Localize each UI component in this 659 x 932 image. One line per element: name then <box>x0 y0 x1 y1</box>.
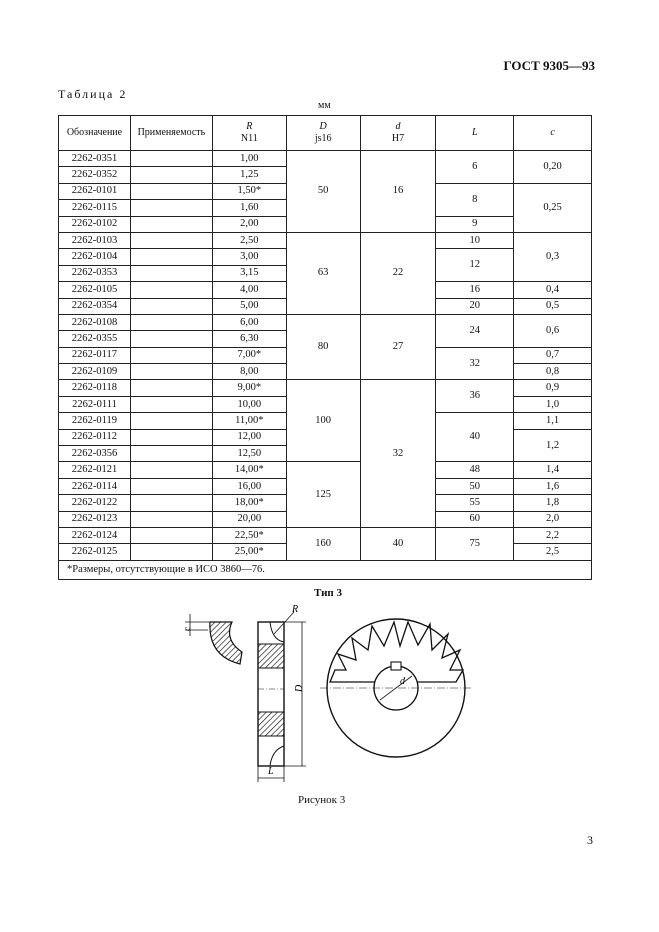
applicability-cell <box>130 167 212 183</box>
designation-cell: 2262-0351 <box>59 151 131 167</box>
table-row <box>59 527 592 543</box>
dim-c-label: c <box>182 627 192 631</box>
designation-cell: 2262-0119 <box>59 413 131 429</box>
designation-cell: 2262-0103 <box>59 232 131 248</box>
cutter-drawing <box>180 600 480 790</box>
designation-cell: 2262-0111 <box>59 396 131 412</box>
applicability-cell <box>130 511 212 527</box>
r-cell: 8,00 <box>212 364 286 380</box>
outer-d-cell: 63 <box>286 232 360 314</box>
dim-bore-d-label: d <box>400 676 405 687</box>
designation-cell: 2262-0352 <box>59 167 131 183</box>
page-number: 3 <box>587 833 593 847</box>
r-cell: 14,00* <box>212 462 286 478</box>
c-cell: 1,0 <box>514 396 592 412</box>
c-cell: 0,9 <box>514 380 592 396</box>
outer-d-cell: 50 <box>286 151 360 233</box>
c-cell: 0,25 <box>514 183 592 232</box>
applicability-cell <box>130 396 212 412</box>
applicability-cell <box>130 265 212 281</box>
col-bore-d <box>360 116 436 151</box>
designation-cell: 2262-0112 <box>59 429 131 445</box>
front-view <box>320 619 472 757</box>
applicability-cell <box>130 151 212 167</box>
keyway <box>391 662 401 670</box>
l-cell: 8 <box>436 183 514 216</box>
outer-d-cell: 80 <box>286 314 360 380</box>
applicability-cell <box>130 544 212 560</box>
c-cell: 1,2 <box>514 429 592 462</box>
c-cell: 0,4 <box>514 282 592 298</box>
r-cell: 3,15 <box>212 265 286 281</box>
applicability-cell <box>130 347 212 363</box>
r-cell: 18,00* <box>212 495 286 511</box>
r-cell: 11,00* <box>212 413 286 429</box>
l-cell: 75 <box>436 527 514 560</box>
c-cell: 0,20 <box>514 151 592 184</box>
col-applicability: Применяемость <box>130 116 212 151</box>
outer-d-cell: 160 <box>286 527 360 560</box>
table-caption: Таблица 2 <box>58 87 128 101</box>
dim-l-label: L <box>268 766 274 777</box>
designation-cell: 2262-0118 <box>59 380 131 396</box>
r-cell: 2,50 <box>212 232 286 248</box>
applicability-cell <box>130 413 212 429</box>
l-cell: 12 <box>436 249 514 282</box>
l-cell: 16 <box>436 282 514 298</box>
col-r <box>212 116 286 151</box>
r-cell: 22,50* <box>212 527 286 543</box>
l-cell: 36 <box>436 380 514 413</box>
applicability-cell <box>130 462 212 478</box>
figure-type-label: Тип 3 <box>314 587 342 599</box>
designation-cell: 2262-0102 <box>59 216 131 232</box>
figure-caption: Рисунок 3 <box>298 794 346 806</box>
applicability-cell <box>130 314 212 330</box>
l-cell: 50 <box>436 478 514 494</box>
dimensions-table <box>58 115 592 580</box>
applicability-cell <box>130 495 212 511</box>
section-view <box>258 604 306 782</box>
r-cell: 3,00 <box>212 249 286 265</box>
designation-cell: 2262-0355 <box>59 331 131 347</box>
table-row <box>59 462 592 478</box>
col-outer-d <box>286 116 360 151</box>
bore-d-cell: 16 <box>360 151 436 233</box>
c-cell: 0,3 <box>514 232 592 281</box>
designation-cell: 2262-0108 <box>59 314 131 330</box>
footnote-row <box>59 560 592 579</box>
r-cell: 1,00 <box>212 151 286 167</box>
applicability-cell <box>130 298 212 314</box>
applicability-cell <box>130 216 212 232</box>
r-cell: 1,25 <box>212 167 286 183</box>
designation-cell: 2262-0122 <box>59 495 131 511</box>
l-cell: 6 <box>436 151 514 184</box>
designation-cell: 2262-0356 <box>59 446 131 462</box>
col-r-tolerance: N11 <box>240 133 258 144</box>
dim-outer-d-label: D <box>294 684 305 692</box>
r-cell: 10,00 <box>212 396 286 412</box>
r-cell: 6,30 <box>212 331 286 347</box>
l-cell: 48 <box>436 462 514 478</box>
applicability-cell <box>130 527 212 543</box>
designation-cell: 2262-0125 <box>59 544 131 560</box>
c-cell: 2,5 <box>514 544 592 560</box>
r-cell: 1,50* <box>212 183 286 199</box>
designation-cell: 2262-0123 <box>59 511 131 527</box>
profile-detail <box>182 614 242 664</box>
c-cell: 1,1 <box>514 413 592 429</box>
r-cell: 16,00 <box>212 478 286 494</box>
bore-d-cell: 40 <box>360 527 436 560</box>
col-outer-d-symbol: D <box>319 121 327 132</box>
designation-cell: 2262-0114 <box>59 478 131 494</box>
col-outer-d-tolerance: js16 <box>314 133 332 144</box>
table-row <box>59 380 592 396</box>
r-cell: 20,00 <box>212 511 286 527</box>
applicability-cell <box>130 446 212 462</box>
table-header-row <box>59 116 592 151</box>
applicability-cell <box>130 183 212 199</box>
applicability-cell <box>130 331 212 347</box>
applicability-cell <box>130 429 212 445</box>
col-c-symbol: c <box>550 127 555 138</box>
c-cell: 2,2 <box>514 527 592 543</box>
l-cell: 40 <box>436 413 514 462</box>
dim-r-label: R <box>292 604 299 615</box>
col-designation: Обозначение <box>59 116 131 151</box>
applicability-cell <box>130 200 212 216</box>
col-c <box>514 116 592 151</box>
r-cell: 25,00* <box>212 544 286 560</box>
l-cell: 32 <box>436 347 514 380</box>
col-r-symbol: R <box>246 121 253 132</box>
r-cell: 2,00 <box>212 216 286 232</box>
col-l-symbol: L <box>471 127 478 138</box>
l-cell: 60 <box>436 511 514 527</box>
designation-cell: 2262-0109 <box>59 364 131 380</box>
col-l <box>436 116 514 151</box>
applicability-cell <box>130 478 212 494</box>
outer-d-cell: 125 <box>286 462 360 528</box>
applicability-cell <box>130 380 212 396</box>
designation-cell: 2262-0104 <box>59 249 131 265</box>
designation-cell: 2262-0105 <box>59 282 131 298</box>
l-cell: 24 <box>436 314 514 347</box>
r-cell: 12,50 <box>212 446 286 462</box>
footnote: *Размеры, отсутствующие в ИСО 3860—76. <box>59 560 592 579</box>
c-cell: 2,0 <box>514 511 592 527</box>
r-cell: 9,00* <box>212 380 286 396</box>
col-bore-d-symbol: d <box>395 121 401 132</box>
r-cell: 5,00 <box>212 298 286 314</box>
c-cell: 1,4 <box>514 462 592 478</box>
bore-d-cell: 22 <box>360 232 436 314</box>
l-cell: 20 <box>436 298 514 314</box>
bore-d-cell: 27 <box>360 314 436 380</box>
standard-number: ГОСТ 9305—93 <box>503 58 595 73</box>
outer-d-cell: 100 <box>286 380 360 462</box>
r-cell: 1,60 <box>212 200 286 216</box>
c-cell: 0,7 <box>514 347 592 363</box>
designation-cell: 2262-0354 <box>59 298 131 314</box>
l-cell: 9 <box>436 216 514 232</box>
designation-cell: 2262-0121 <box>59 462 131 478</box>
applicability-cell <box>130 232 212 248</box>
designation-cell: 2262-0117 <box>59 347 131 363</box>
r-cell: 7,00* <box>212 347 286 363</box>
designation-cell: 2262-0124 <box>59 527 131 543</box>
r-cell: 4,00 <box>212 282 286 298</box>
bore-d-cell: 32 <box>360 380 436 528</box>
designation-cell: 2262-0101 <box>59 183 131 199</box>
c-cell: 0,5 <box>514 298 592 314</box>
designation-cell: 2262-0115 <box>59 200 131 216</box>
l-cell: 55 <box>436 495 514 511</box>
applicability-cell <box>130 249 212 265</box>
table-row <box>59 314 592 330</box>
c-cell: 1,6 <box>514 478 592 494</box>
table-row <box>59 232 592 248</box>
c-cell: 1,8 <box>514 495 592 511</box>
designation-cell: 2262-0353 <box>59 265 131 281</box>
l-cell: 10 <box>436 232 514 248</box>
table-units: мм <box>318 100 331 111</box>
col-bore-d-tolerance: H7 <box>391 133 405 144</box>
r-cell: 6,00 <box>212 314 286 330</box>
applicability-cell <box>130 364 212 380</box>
table-row <box>59 151 592 167</box>
r-cell: 12,00 <box>212 429 286 445</box>
applicability-cell <box>130 282 212 298</box>
c-cell: 0,8 <box>514 364 592 380</box>
c-cell: 0,6 <box>514 314 592 347</box>
